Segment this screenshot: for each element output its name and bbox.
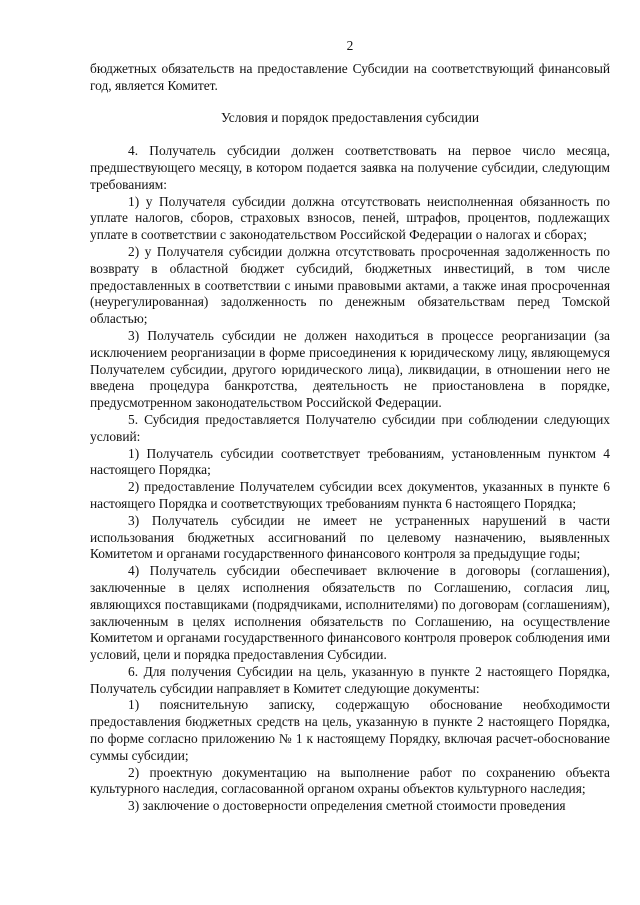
paragraph-clause-6-1: 1) пояснительную записку, содержащую обоснование необходимости предоставления бюджетных средств на цель, указанную в пункте 2 настоящего Порядка, по форме согласно приложению № 1 к настоящему Порядку, включая расчет-обоснование суммы субсидии; bbox=[90, 697, 610, 763]
paragraph-clause-4-1: 1) у Получателя субсидии должна отсутствовать неисполненная обязанность по уплате налогов, сборов, страховых взносов, пеней, штрафов, процентов, подлежащих уплате в соответствии с законодательством Российской Федерации о налогах и сборах; bbox=[90, 193, 610, 243]
paragraph-clause-6-2: 2) проектную документацию на выполнение работ по сохранению объекта культурного наследия, согласованной органом охраны объектов культурного наследия; bbox=[90, 764, 610, 797]
paragraph-continuation: бюджетных обязательств на предоставление Субсидии на соответствующий финансовый год, является Комитет. bbox=[90, 60, 610, 93]
paragraph-clause-5: 5. Субсидия предоставляется Получателю субсидии при соблюдении следующих условий: bbox=[90, 411, 610, 444]
paragraph-clause-4-2: 2) у Получателя субсидии должна отсутствовать просроченная задолженность по возврату в областной бюджет субсидий, бюджетных инвестиций, в том числе предоставленных в соответствии с иными правовыми актами, а также иная просроченная (неурегулированная) задолженность по денежным обязательствам перед Томской областью; bbox=[90, 243, 610, 327]
paragraph-clause-4-3: 3) Получатель субсидии не должен находиться в процессе реорганизации (за исключением реорганизации в форме присоединения к юридическому лицу, являющемуся Получателем субсидии, другого юридического лица), ликвидации, в отношении него не введена процедура банкротства, деятельность не приостановлена в порядке, предусмотренном законодательством Российской Федерации. bbox=[90, 327, 610, 411]
paragraph-clause-6-3: 3) заключение о достоверности определения сметной стоимости проведения bbox=[128, 798, 566, 814]
paragraph-clause-4: 4. Получатель субсидии должен соответствовать на первое число месяца, предшествующего месяцу, в котором подается заявка на получение субсидии, следующим требованиям: bbox=[90, 143, 610, 192]
document-page bbox=[90, 38, 610, 815]
section-heading: Условия и порядок предоставления субсидии bbox=[220, 110, 480, 126]
paragraph-clause-6: 6. Для получения Субсидии на цель, указанную в пункте 2 настоящего Порядка, Получатель субсидии направляет в Комитет следующие документы: bbox=[90, 663, 610, 696]
paragraph-clause-5-4: 4) Получатель субсидии обеспечивает включение в договоры (соглашения), заключенные в целях исполнения обязательств по Соглашению, согласия лиц, являющихся поставщиками (подрядчиками, исполнителями) по договорам (соглашениям), заключенным в целях исполнения обязательств по Соглашению, на осуществление Комитетом и органами государственного финансового контроля проверок соблюдения ими условий, цели и порядка предоставления Субсидии. bbox=[90, 563, 610, 663]
page-number: 2 bbox=[346, 38, 354, 53]
paragraph-clause-5-1: 1) Получатель субсидии соответствует требованиям, установленным пунктом 4 настоящего Порядка; bbox=[90, 445, 610, 478]
paragraph-clause-5-2: 2) предоставление Получателем субсидии всех документов, указанных в пункте 6 настоящего Порядка и соответствующих требованиям пункта 6 настоящего Порядка; bbox=[90, 479, 610, 511]
paragraph-clause-5-3: 3) Получатель субсидии не имеет не устраненных нарушений в части использования бюджетных ассигнований по целевому назначению, выявленных Комитетом и органами государственного финансового контроля за предыдущие годы; bbox=[90, 512, 610, 562]
